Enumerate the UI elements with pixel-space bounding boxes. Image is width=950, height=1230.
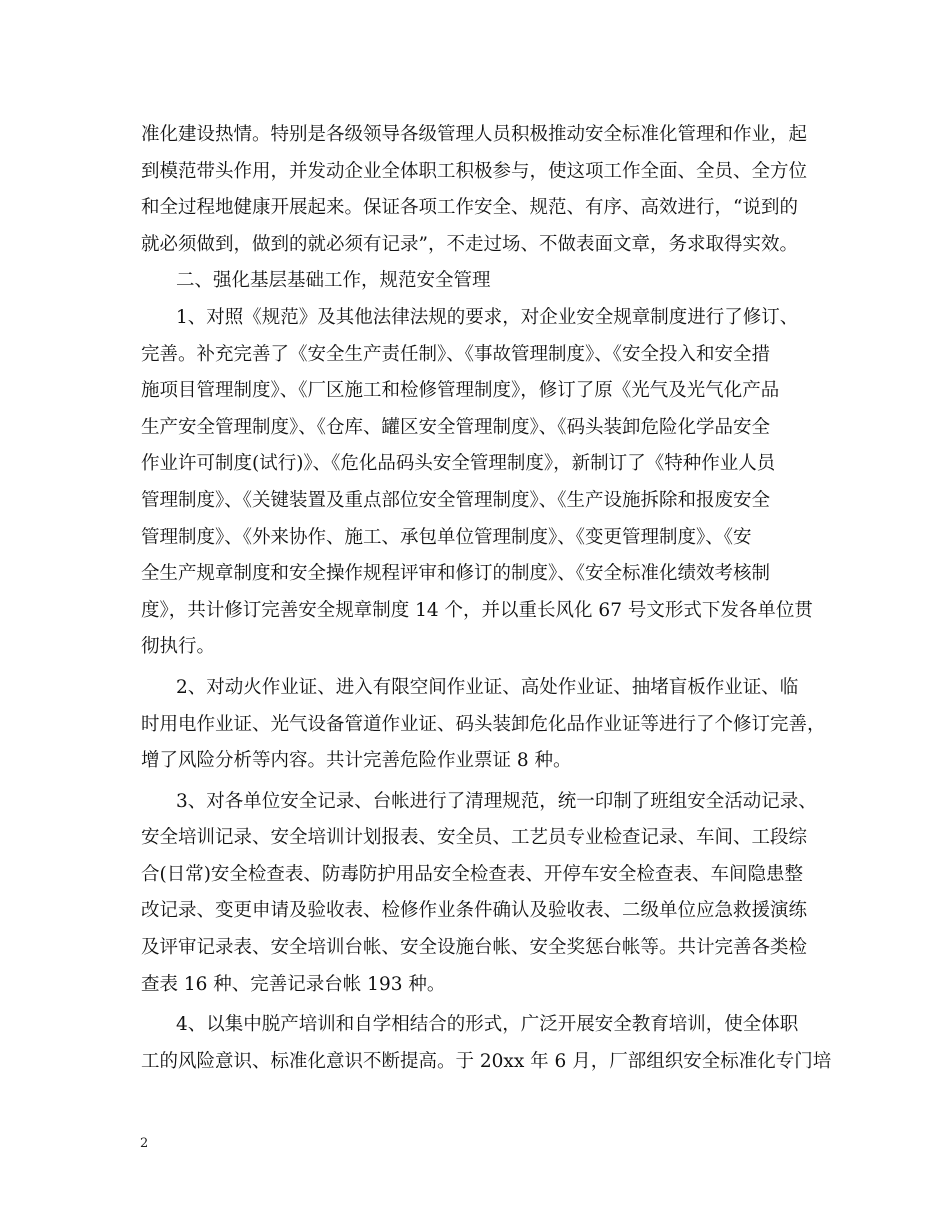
text-line: 及评审记录表、安全培训台帐、安全设施台帐、安全奖惩台帐等。共计完善各类检 <box>141 937 808 959</box>
text-line: 增了风险分析等内容。共计完善危险作业票证 8 种。 <box>141 750 572 772</box>
text-line: 作业许可制度(试行)》、《危化品码头安全管理制度》，新制订了《特种作业人员 <box>141 453 776 475</box>
text-line: 合(日常)安全检查表、防毒防护用品安全检查表、开停车安全检查表、车间隐患整 <box>141 863 803 885</box>
text-line: 彻执行。 <box>141 636 216 658</box>
text-line: 全生产规章制度和安全操作规程评审和修订的制度》、《安全标准化绩效考核制 <box>141 563 771 585</box>
text-line: 2、对动火作业证、进入有限空间作业证、高处作业证、抽堵盲板作业证、临 <box>176 676 799 698</box>
text-line: 改记录、变更申请及验收表、检修作业条件确认及验收表、二级单位应急救援演练 <box>141 900 808 922</box>
text-line: 1、对照《规范》及其他法律法规的要求，对企业安全规章制度进行了修订、 <box>176 306 799 328</box>
text-line: 管理制度》、《关键装置及重点部位安全管理制度》、《生产设施拆除和报废安全 <box>141 489 771 511</box>
text-line: 完善。补充完善了《安全生产责任制》、《事故管理制度》、《安全投入和安全措 <box>141 343 771 365</box>
text-line: 查表 16 种、完善记录台帐 193 种。 <box>141 973 446 995</box>
section-heading: 二、强化基层基础工作，规范安全管理 <box>176 270 491 292</box>
text-line: 就必须做到，做到的就必须有记录”，不走过场、不做表面文章，务求取得实效。 <box>141 233 798 255</box>
text-line: 3、对各单位安全记录、台帐进行了清理规范，统一印制了班组安全活动记录、 <box>176 790 817 812</box>
page-number: 2 <box>140 1136 149 1151</box>
text-line: 工的风险意识、标准化意识不断提高。于 20xx 年 6 月，厂部组织安全标准化专门培 <box>141 1050 832 1072</box>
text-line: 准化建设热情。特别是各级领导各级管理人员积极推动安全标准化管理和作业，起 <box>141 124 808 145</box>
text-line: 安全培训记录、安全培训计划报表、安全员、工艺员专业检查记录、车间、工段综 <box>141 827 808 849</box>
text-line: 施项目管理制度》、《厂区施工和检修管理制度》，修订了原《光气及光气化产品 <box>141 380 780 402</box>
text-line: 度》，共计修订完善安全规章制度 14 个，并以重长风化 67 号文形式下发各单位贯 <box>141 599 813 621</box>
text-line: 生产安全管理制度》、《仓库、罐区安全管理制度》、《码头装卸危险化学品安全 <box>141 416 771 438</box>
text-line: 4、以集中脱产培训和自学相结合的形式，广泛开展安全教育培训，使全体职 <box>176 1014 799 1036</box>
document-body <box>141 117 832 1080</box>
text-line: 和全过程地健康开展起来。保证各项工作安全、规范、有序、高效进行，“说到的 <box>141 197 798 219</box>
text-line: 时用电作业证、光气设备管道作业证、码头装卸危化品作业证等进行了个修订完善， <box>141 713 826 735</box>
text-line: 到模范带头作用，并发动企业全体职工积极参与，使这项工作全面、全员、全方位 <box>141 160 808 182</box>
text-line: 管理制度》、《外来协作、施工、承包单位管理制度》、《变更管理制度》、《安 <box>141 526 752 548</box>
